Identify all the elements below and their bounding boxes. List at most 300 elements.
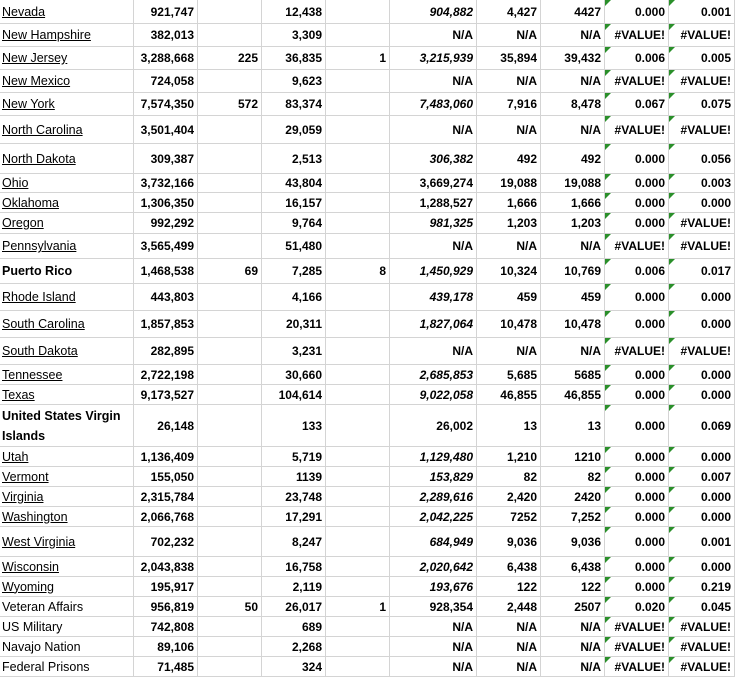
- data-cell[interactable]: 0.000: [605, 213, 669, 234]
- data-cell[interactable]: 0.000: [605, 527, 669, 557]
- data-cell[interactable]: 2,685,853: [390, 365, 477, 385]
- data-cell[interactable]: 1139: [262, 467, 326, 487]
- data-cell[interactable]: 1: [326, 597, 390, 617]
- row-name-cell[interactable]: Virginia: [0, 487, 134, 507]
- data-cell[interactable]: 0.000: [669, 487, 735, 507]
- data-cell[interactable]: [326, 93, 390, 116]
- data-cell[interactable]: [326, 577, 390, 597]
- data-cell[interactable]: 19,088: [541, 174, 605, 193]
- table-row: [0, 597, 735, 617]
- table-row: [0, 213, 735, 234]
- data-cell[interactable]: 0.000: [605, 193, 669, 213]
- data-cell[interactable]: [326, 70, 390, 93]
- data-cell[interactable]: 1,857,853: [134, 311, 198, 338]
- data-cell[interactable]: 7,916: [477, 93, 541, 116]
- data-cell[interactable]: 9,173,527: [134, 385, 198, 405]
- data-cell[interactable]: 35,894: [477, 47, 541, 70]
- data-cell[interactable]: #VALUE!: [605, 617, 669, 637]
- data-cell[interactable]: #VALUE!: [605, 116, 669, 144]
- data-cell[interactable]: [326, 234, 390, 259]
- data-cell[interactable]: 0.000: [605, 0, 669, 24]
- data-cell[interactable]: 3,231: [262, 338, 326, 365]
- row-name-cell[interactable]: Puerto Rico: [0, 259, 134, 284]
- data-cell[interactable]: [198, 527, 262, 557]
- data-cell[interactable]: 2,315,784: [134, 487, 198, 507]
- data-cell[interactable]: 4427: [541, 0, 605, 24]
- data-cell[interactable]: 8,247: [262, 527, 326, 557]
- data-cell[interactable]: #VALUE!: [669, 657, 735, 677]
- data-cell[interactable]: 0.000: [605, 577, 669, 597]
- data-cell[interactable]: [198, 70, 262, 93]
- data-cell[interactable]: 1,666: [477, 193, 541, 213]
- data-cell[interactable]: 1: [326, 47, 390, 70]
- row-name-cell[interactable]: Wisconsin: [0, 557, 134, 577]
- data-cell[interactable]: 282,895: [134, 338, 198, 365]
- data-cell[interactable]: 9,623: [262, 70, 326, 93]
- data-cell[interactable]: 724,058: [134, 70, 198, 93]
- data-cell[interactable]: 1,203: [541, 213, 605, 234]
- row-name-cell[interactable]: Veteran Affairs: [0, 597, 134, 617]
- data-cell[interactable]: [198, 507, 262, 527]
- row-name-cell[interactable]: Wyoming: [0, 577, 134, 597]
- data-cell[interactable]: 0.045: [669, 597, 735, 617]
- data-cell[interactable]: 17,291: [262, 507, 326, 527]
- data-cell[interactable]: N/A: [477, 637, 541, 657]
- row-name-cell[interactable]: Oregon: [0, 213, 134, 234]
- data-cell[interactable]: N/A: [390, 657, 477, 677]
- data-cell[interactable]: [198, 405, 262, 447]
- row-name-cell[interactable]: Vermont: [0, 467, 134, 487]
- data-cell[interactable]: 459: [477, 284, 541, 311]
- data-cell[interactable]: [326, 527, 390, 557]
- data-cell[interactable]: 928,354: [390, 597, 477, 617]
- data-cell[interactable]: 0.005: [669, 47, 735, 70]
- data-cell[interactable]: #VALUE!: [669, 213, 735, 234]
- data-cell[interactable]: 572: [198, 93, 262, 116]
- data-cell[interactable]: #VALUE!: [669, 24, 735, 47]
- data-cell[interactable]: 0.000: [605, 467, 669, 487]
- data-cell[interactable]: N/A: [541, 617, 605, 637]
- data-cell[interactable]: N/A: [390, 338, 477, 365]
- data-cell[interactable]: [326, 405, 390, 447]
- data-cell[interactable]: N/A: [477, 338, 541, 365]
- data-cell[interactable]: N/A: [477, 70, 541, 93]
- data-cell[interactable]: 9,036: [477, 527, 541, 557]
- row-name-cell[interactable]: Rhode Island: [0, 284, 134, 311]
- data-cell[interactable]: [198, 577, 262, 597]
- data-cell[interactable]: 2,268: [262, 637, 326, 657]
- data-cell[interactable]: 689: [262, 617, 326, 637]
- data-cell[interactable]: 71,485: [134, 657, 198, 677]
- data-cell[interactable]: 3,732,166: [134, 174, 198, 193]
- row-name-cell[interactable]: United States Virgin Islands: [0, 405, 134, 447]
- data-cell[interactable]: [326, 213, 390, 234]
- data-cell[interactable]: #VALUE!: [605, 70, 669, 93]
- data-cell[interactable]: 1,203: [477, 213, 541, 234]
- data-cell[interactable]: 459: [541, 284, 605, 311]
- data-cell[interactable]: 0.000: [605, 365, 669, 385]
- data-cell[interactable]: N/A: [390, 617, 477, 637]
- data-cell[interactable]: 492: [477, 144, 541, 174]
- data-cell[interactable]: 0.001: [669, 527, 735, 557]
- data-cell[interactable]: 4,166: [262, 284, 326, 311]
- table-row: [0, 234, 735, 259]
- data-cell[interactable]: 0.075: [669, 93, 735, 116]
- data-cell[interactable]: [198, 385, 262, 405]
- data-cell[interactable]: 0.017: [669, 259, 735, 284]
- data-cell[interactable]: [198, 637, 262, 657]
- data-cell[interactable]: 2,042,225: [390, 507, 477, 527]
- data-cell[interactable]: 3,565,499: [134, 234, 198, 259]
- data-cell[interactable]: [198, 557, 262, 577]
- row-name-cell[interactable]: Ohio: [0, 174, 134, 193]
- data-cell[interactable]: 956,819: [134, 597, 198, 617]
- data-cell[interactable]: 5,685: [477, 365, 541, 385]
- data-cell[interactable]: 0.000: [669, 447, 735, 467]
- data-cell[interactable]: 0.000: [669, 193, 735, 213]
- data-cell[interactable]: 0.000: [605, 487, 669, 507]
- data-cell[interactable]: [326, 637, 390, 657]
- data-cell[interactable]: 9,022,058: [390, 385, 477, 405]
- data-cell[interactable]: 1210: [541, 447, 605, 467]
- data-cell[interactable]: 0.000: [605, 405, 669, 447]
- data-cell[interactable]: 2,066,768: [134, 507, 198, 527]
- data-cell[interactable]: [198, 467, 262, 487]
- data-cell[interactable]: 3,215,939: [390, 47, 477, 70]
- data-cell[interactable]: 10,478: [477, 311, 541, 338]
- row-name-cell[interactable]: Texas: [0, 385, 134, 405]
- data-cell[interactable]: 19,088: [477, 174, 541, 193]
- data-cell[interactable]: 3,669,274: [390, 174, 477, 193]
- data-cell[interactable]: 26,017: [262, 597, 326, 617]
- row-name-cell[interactable]: South Carolina: [0, 311, 134, 338]
- data-cell[interactable]: 29,059: [262, 116, 326, 144]
- data-cell[interactable]: #VALUE!: [605, 24, 669, 47]
- data-cell[interactable]: 51,480: [262, 234, 326, 259]
- data-cell[interactable]: 0.056: [669, 144, 735, 174]
- data-cell[interactable]: 104,614: [262, 385, 326, 405]
- row-name-cell[interactable]: Pennsylvania: [0, 234, 134, 259]
- row-name-cell[interactable]: New Jersey: [0, 47, 134, 70]
- data-cell[interactable]: 122: [477, 577, 541, 597]
- data-cell[interactable]: 904,882: [390, 0, 477, 24]
- data-cell[interactable]: 9,764: [262, 213, 326, 234]
- data-cell[interactable]: [198, 617, 262, 637]
- data-cell[interactable]: 12,438: [262, 0, 326, 24]
- row-name-cell[interactable]: Oklahoma: [0, 193, 134, 213]
- data-cell[interactable]: 0.000: [605, 507, 669, 527]
- data-cell[interactable]: N/A: [541, 637, 605, 657]
- data-cell[interactable]: 10,769: [541, 259, 605, 284]
- data-cell[interactable]: N/A: [390, 24, 477, 47]
- data-cell[interactable]: 3,309: [262, 24, 326, 47]
- data-cell[interactable]: 5,719: [262, 447, 326, 467]
- data-cell[interactable]: 1,450,929: [390, 259, 477, 284]
- data-cell[interactable]: 1,827,064: [390, 311, 477, 338]
- data-cell[interactable]: 0.067: [605, 93, 669, 116]
- data-cell[interactable]: 9,036: [541, 527, 605, 557]
- row-name-cell[interactable]: Washington: [0, 507, 134, 527]
- data-cell[interactable]: 0.000: [605, 284, 669, 311]
- data-cell[interactable]: [198, 365, 262, 385]
- data-cell[interactable]: #VALUE!: [605, 657, 669, 677]
- data-cell[interactable]: 13: [477, 405, 541, 447]
- data-cell[interactable]: [198, 284, 262, 311]
- row-name-cell[interactable]: Navajo Nation: [0, 637, 134, 657]
- data-cell[interactable]: 1,129,480: [390, 447, 477, 467]
- data-cell[interactable]: 43,804: [262, 174, 326, 193]
- data-cell[interactable]: N/A: [390, 116, 477, 144]
- data-cell[interactable]: [198, 24, 262, 47]
- data-cell[interactable]: 133: [262, 405, 326, 447]
- data-cell[interactable]: 0.006: [605, 259, 669, 284]
- row-name-cell[interactable]: New Hampshire: [0, 24, 134, 47]
- data-cell[interactable]: [198, 487, 262, 507]
- data-cell[interactable]: 13: [541, 405, 605, 447]
- data-cell[interactable]: 0.000: [669, 365, 735, 385]
- data-cell[interactable]: [198, 213, 262, 234]
- data-cell[interactable]: 2,119: [262, 577, 326, 597]
- data-cell[interactable]: 0.000: [605, 144, 669, 174]
- table-row: [0, 385, 735, 405]
- data-cell[interactable]: 4,427: [477, 0, 541, 24]
- data-cell[interactable]: N/A: [390, 234, 477, 259]
- data-cell[interactable]: [198, 234, 262, 259]
- data-cell[interactable]: N/A: [477, 657, 541, 677]
- data-cell[interactable]: 324: [262, 657, 326, 677]
- data-cell[interactable]: 7,483,060: [390, 93, 477, 116]
- data-cell[interactable]: [326, 144, 390, 174]
- data-cell[interactable]: 1,666: [541, 193, 605, 213]
- data-cell[interactable]: 20,311: [262, 311, 326, 338]
- data-cell[interactable]: 2,420: [477, 487, 541, 507]
- data-cell[interactable]: 0.000: [669, 507, 735, 527]
- data-cell[interactable]: 89,106: [134, 637, 198, 657]
- data-cell[interactable]: 7,252: [541, 507, 605, 527]
- data-cell[interactable]: 0.000: [605, 385, 669, 405]
- data-cell[interactable]: N/A: [541, 70, 605, 93]
- data-cell[interactable]: 981,325: [390, 213, 477, 234]
- data-cell[interactable]: 2,043,838: [134, 557, 198, 577]
- row-name-cell[interactable]: South Dakota: [0, 338, 134, 365]
- data-cell[interactable]: #VALUE!: [669, 116, 735, 144]
- row-name-cell[interactable]: Tennessee: [0, 365, 134, 385]
- data-cell[interactable]: 702,232: [134, 527, 198, 557]
- data-cell[interactable]: 23,748: [262, 487, 326, 507]
- data-cell[interactable]: 2,289,616: [390, 487, 477, 507]
- data-cell[interactable]: 8,478: [541, 93, 605, 116]
- data-cell[interactable]: #VALUE!: [605, 637, 669, 657]
- data-cell[interactable]: [198, 144, 262, 174]
- data-cell[interactable]: [326, 385, 390, 405]
- data-cell[interactable]: 306,382: [390, 144, 477, 174]
- data-cell[interactable]: 155,050: [134, 467, 198, 487]
- data-cell[interactable]: 30,660: [262, 365, 326, 385]
- data-cell[interactable]: 0.219: [669, 577, 735, 597]
- data-cell[interactable]: N/A: [541, 657, 605, 677]
- data-cell[interactable]: 36,835: [262, 47, 326, 70]
- data-cell[interactable]: 46,855: [477, 385, 541, 405]
- data-cell[interactable]: N/A: [390, 70, 477, 93]
- data-cell[interactable]: 0.000: [605, 447, 669, 467]
- data-cell[interactable]: 439,178: [390, 284, 477, 311]
- data-cell[interactable]: #VALUE!: [605, 234, 669, 259]
- row-name-cell[interactable]: New York: [0, 93, 134, 116]
- data-cell[interactable]: [198, 657, 262, 677]
- data-cell[interactable]: 492: [541, 144, 605, 174]
- data-cell[interactable]: [326, 24, 390, 47]
- data-cell[interactable]: 2507: [541, 597, 605, 617]
- data-cell[interactable]: [326, 657, 390, 677]
- table-row: [0, 193, 735, 213]
- data-cell[interactable]: N/A: [390, 637, 477, 657]
- data-cell[interactable]: 82: [477, 467, 541, 487]
- data-cell[interactable]: 2,448: [477, 597, 541, 617]
- data-cell[interactable]: 1,288,527: [390, 193, 477, 213]
- data-cell[interactable]: [326, 617, 390, 637]
- data-cell[interactable]: 1,468,538: [134, 259, 198, 284]
- data-cell[interactable]: 2,020,642: [390, 557, 477, 577]
- data-cell[interactable]: 10,478: [541, 311, 605, 338]
- data-cell[interactable]: N/A: [541, 234, 605, 259]
- data-cell[interactable]: 3,288,668: [134, 47, 198, 70]
- data-cell[interactable]: N/A: [541, 116, 605, 144]
- data-cell[interactable]: 1,210: [477, 447, 541, 467]
- data-cell[interactable]: 0.020: [605, 597, 669, 617]
- data-cell[interactable]: N/A: [477, 24, 541, 47]
- data-cell[interactable]: 6,438: [541, 557, 605, 577]
- data-cell[interactable]: #VALUE!: [669, 617, 735, 637]
- data-cell[interactable]: #VALUE!: [669, 70, 735, 93]
- row-name-cell[interactable]: US Military: [0, 617, 134, 637]
- data-cell[interactable]: 0.000: [669, 385, 735, 405]
- data-cell[interactable]: 921,747: [134, 0, 198, 24]
- data-cell[interactable]: 1,306,350: [134, 193, 198, 213]
- data-cell[interactable]: 0.000: [669, 557, 735, 577]
- data-cell[interactable]: 0.000: [669, 311, 735, 338]
- data-cell[interactable]: [198, 447, 262, 467]
- table-row: [0, 467, 735, 487]
- row-name-cell[interactable]: Utah: [0, 447, 134, 467]
- data-cell[interactable]: [198, 311, 262, 338]
- table-row: [0, 405, 735, 447]
- row-name-cell[interactable]: West Virginia: [0, 527, 134, 557]
- data-cell[interactable]: N/A: [541, 338, 605, 365]
- data-cell[interactable]: [326, 365, 390, 385]
- data-cell[interactable]: 443,803: [134, 284, 198, 311]
- row-name-cell[interactable]: Nevada: [0, 0, 134, 24]
- data-cell[interactable]: #VALUE!: [669, 637, 735, 657]
- data-cell[interactable]: 26,148: [134, 405, 198, 447]
- data-cell[interactable]: #VALUE!: [605, 338, 669, 365]
- data-cell[interactable]: N/A: [477, 234, 541, 259]
- data-cell[interactable]: [326, 447, 390, 467]
- data-cell[interactable]: [198, 193, 262, 213]
- data-cell[interactable]: [198, 116, 262, 144]
- data-cell[interactable]: 0.000: [605, 311, 669, 338]
- data-cell[interactable]: 50: [198, 597, 262, 617]
- data-cell[interactable]: 7,285: [262, 259, 326, 284]
- data-cell[interactable]: [326, 467, 390, 487]
- data-cell[interactable]: 2,722,198: [134, 365, 198, 385]
- data-cell[interactable]: 83,374: [262, 93, 326, 116]
- data-cell[interactable]: N/A: [541, 24, 605, 47]
- data-cell[interactable]: 382,013: [134, 24, 198, 47]
- data-cell[interactable]: 5685: [541, 365, 605, 385]
- table-row: [0, 284, 735, 311]
- data-cell[interactable]: 193,676: [390, 577, 477, 597]
- data-cell[interactable]: 0.069: [669, 405, 735, 447]
- row-name-cell[interactable]: North Carolina: [0, 116, 134, 144]
- data-cell[interactable]: [326, 193, 390, 213]
- data-cell[interactable]: 0.000: [669, 284, 735, 311]
- data-cell[interactable]: [326, 311, 390, 338]
- row-name-cell[interactable]: North Dakota: [0, 144, 134, 174]
- data-cell[interactable]: 0.001: [669, 0, 735, 24]
- data-cell[interactable]: 0.007: [669, 467, 735, 487]
- data-cell[interactable]: 26,002: [390, 405, 477, 447]
- data-cell[interactable]: 684,949: [390, 527, 477, 557]
- data-cell[interactable]: 309,387: [134, 144, 198, 174]
- data-cell[interactable]: 153,829: [390, 467, 477, 487]
- data-cell[interactable]: 8: [326, 259, 390, 284]
- data-cell[interactable]: 225: [198, 47, 262, 70]
- data-cell[interactable]: 2,513: [262, 144, 326, 174]
- data-cell[interactable]: 0.000: [605, 174, 669, 193]
- data-cell[interactable]: 7252: [477, 507, 541, 527]
- data-cell[interactable]: [326, 338, 390, 365]
- data-cell[interactable]: [326, 487, 390, 507]
- data-cell[interactable]: 195,917: [134, 577, 198, 597]
- data-cell[interactable]: 0.000: [605, 557, 669, 577]
- data-cell[interactable]: 69: [198, 259, 262, 284]
- data-cell[interactable]: 10,324: [477, 259, 541, 284]
- data-cell[interactable]: 39,432: [541, 47, 605, 70]
- data-cell[interactable]: [326, 174, 390, 193]
- data-cell[interactable]: 16,758: [262, 557, 326, 577]
- data-cell[interactable]: 1,136,409: [134, 447, 198, 467]
- data-cell[interactable]: 992,292: [134, 213, 198, 234]
- table-row: [0, 365, 735, 385]
- table-row: [0, 338, 735, 365]
- data-cell[interactable]: 16,157: [262, 193, 326, 213]
- data-cell[interactable]: [198, 0, 262, 24]
- data-cell[interactable]: [326, 0, 390, 24]
- data-cell[interactable]: N/A: [477, 617, 541, 637]
- data-cell[interactable]: 7,574,350: [134, 93, 198, 116]
- row-name-cell[interactable]: Federal Prisons: [0, 657, 134, 677]
- data-cell[interactable]: 742,808: [134, 617, 198, 637]
- data-cell[interactable]: 46,855: [541, 385, 605, 405]
- data-cell[interactable]: 122: [541, 577, 605, 597]
- data-cell[interactable]: 6,438: [477, 557, 541, 577]
- data-cell[interactable]: 0.006: [605, 47, 669, 70]
- data-cell[interactable]: [326, 507, 390, 527]
- data-cell[interactable]: #VALUE!: [669, 234, 735, 259]
- data-cell[interactable]: 3,501,404: [134, 116, 198, 144]
- data-cell[interactable]: 0.003: [669, 174, 735, 193]
- data-cell[interactable]: [198, 174, 262, 193]
- data-cell[interactable]: #VALUE!: [669, 338, 735, 365]
- data-cell[interactable]: [326, 557, 390, 577]
- data-cell[interactable]: [326, 116, 390, 144]
- data-cell[interactable]: N/A: [477, 116, 541, 144]
- data-cell[interactable]: [198, 338, 262, 365]
- data-cell[interactable]: 2420: [541, 487, 605, 507]
- data-cell[interactable]: 82: [541, 467, 605, 487]
- data-cell[interactable]: [326, 284, 390, 311]
- row-name-cell[interactable]: New Mexico: [0, 70, 134, 93]
